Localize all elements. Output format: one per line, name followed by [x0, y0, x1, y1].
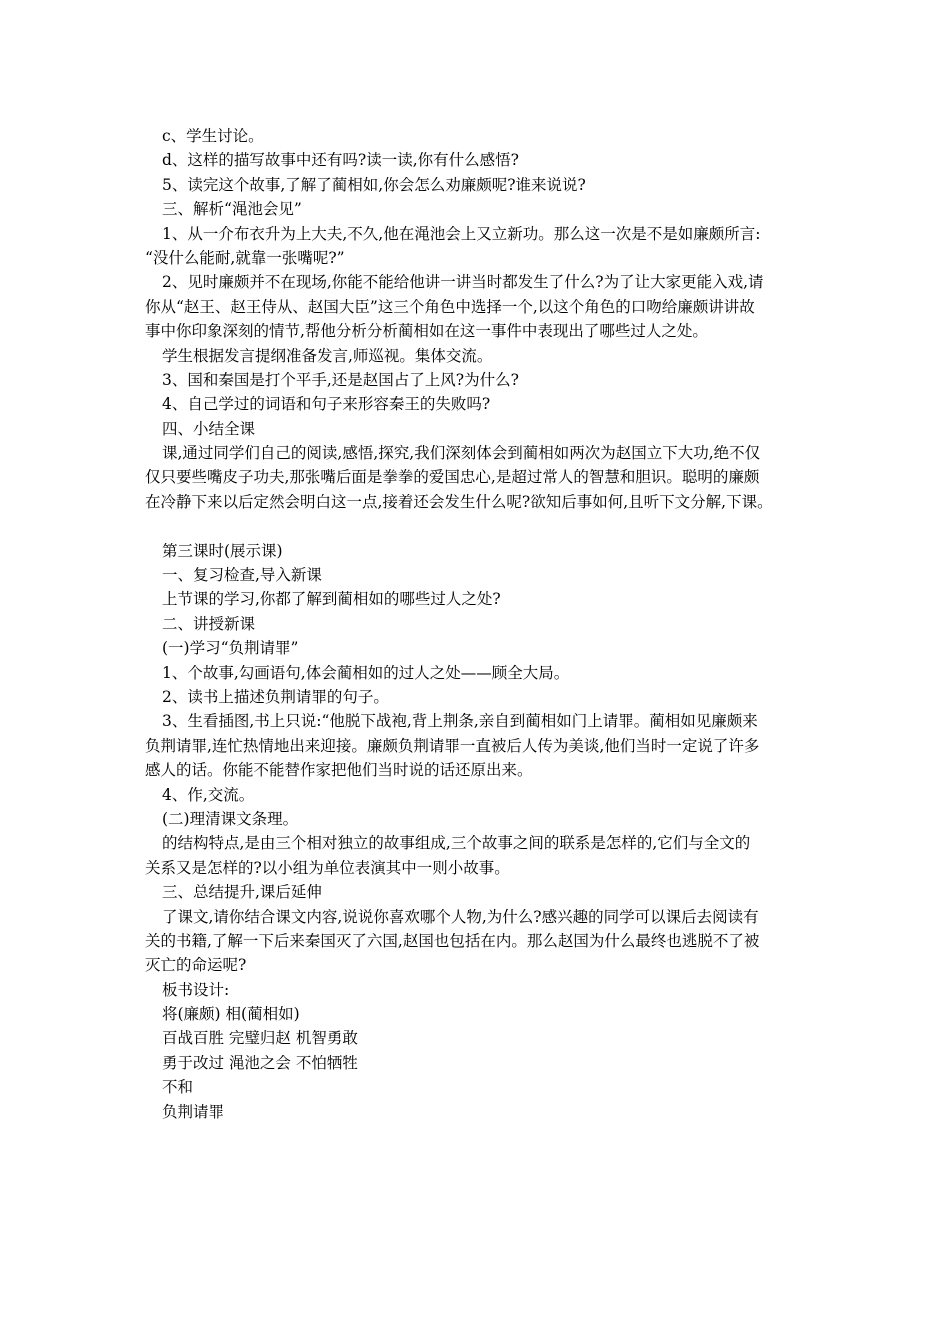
text-line: 关系又是怎样的?以小组为单位表演其中一则小故事。 [145, 858, 510, 877]
text-line: 5、读完这个故事,了解了蔺相如,你会怎么劝廉颇呢?谁来说说? [162, 175, 586, 194]
board-design-line: 勇于改过 渑池之会 不怕牺牲 [162, 1053, 358, 1072]
board-design-line: 将(廉颇) 相(蔺相如) [162, 1005, 300, 1024]
text-line: 学生根据发言提纲准备发言,师巡视。集体交流。 [162, 346, 493, 365]
text-line: 你从“赵王、赵王侍从、赵国大臣”这三个角色中选择一个,以这个角色的口吻给廉颇讲讲故 [145, 297, 755, 316]
text-line: 2、见时廉颇并不在现场,你能不能给他讲一讲当时都发生了什么?为了让大家更能入戏,请 [162, 273, 764, 292]
section-heading: 三、总结提升,课后延伸 [162, 883, 322, 902]
section-heading: 二、讲授新课 [162, 614, 256, 633]
subsection-heading: (一)学习“负荆请罪” [162, 639, 299, 658]
text-line: 的结构特点,是由三个相对独立的故事组成,三个故事之间的联系是怎样的,它们与全文的 [162, 834, 751, 853]
text-line: “没什么能耐,就靠一张嘴呢?” [145, 248, 345, 267]
board-design-line: 不和 [162, 1078, 194, 1097]
text-line: 2、读书上描述负荆请罪的句子。 [162, 687, 389, 706]
subsection-heading: (二)理清课文条理。 [162, 809, 299, 828]
text-line: 仅只要些嘴皮子功夫,那张嘴后面是拳拳的爱国忠心,是超过常人的智慧和胆识。聪明的廉颇 [145, 468, 760, 487]
text-line: 灭亡的命运呢? [145, 956, 247, 975]
text-line: 4、作,交流。 [162, 785, 255, 804]
text-line: 3、生看插图,书上只说:“他脱下战袍,背上荆条,亲自到蔺相如门上请罪。蔺相如见廉颇来 [162, 712, 758, 731]
text-line: c、学生讨论。 [162, 127, 264, 145]
section-heading: 三、解析“渑池会见” [162, 200, 302, 219]
board-design-line: 百战百胜 完璧归赵 机智勇敢 [162, 1029, 358, 1048]
section-heading: 四、小结全课 [162, 419, 256, 438]
text-line: 1、个故事,勾画语句,体会蔺相如的过人之处——顾全大局。 [162, 663, 570, 682]
text-line: 课,通过同学们自己的阅读,感悟,探究,我们深刻体会到蔺相如两次为赵国立下大功,绝不仅 [162, 444, 761, 463]
text-line: 上节课的学习,你都了解到蔺相如的哪些过人之处? [162, 590, 501, 609]
text-line: d、这样的描写故事中还有吗?读一读,你有什么感悟? [162, 151, 519, 170]
text-line: 负荆请罪,连忙热情地出来迎接。廉颇负荆请罪一直被后人传为美谈,他们当时一定说了许多 [145, 736, 760, 755]
section-heading: 一、复习检查,导入新课 [162, 566, 322, 585]
text-line: 了课文,请你结合课文内容,说说你喜欢哪个人物,为什么?感兴趣的同学可以课后去阅读有 [162, 907, 759, 926]
board-design-line: 负荆请罪 [162, 1102, 225, 1121]
text-line: 3、国和秦国是打个平手,还是赵国占了上风?为什么? [162, 370, 519, 389]
section-heading: 第三课时(展示课) [162, 541, 283, 560]
text-line: 感人的话。你能不能替作家把他们当时说的话还原出来。 [145, 761, 533, 780]
text-line: 事中你印象深刻的情节,帮他分析分析蔺相如在这一事件中表现出了哪些过人之处。 [145, 322, 708, 341]
board-design-heading: 板书设计: [162, 980, 230, 999]
text-line: 关的书籍,了解一下后来秦国灭了六国,赵国也包括在内。那么赵国为什么最终也逃脱不了被 [145, 931, 760, 950]
text-line: 在冷静下来以后定然会明白这一点,接着还会发生什么呢?欲知后事如何,且听下文分解,下课。 [145, 492, 773, 511]
text-line: 1、从一介布衣升为上大夫,不久,他在渑池会上又立新功。那么这一次是不是如廉颇所言: [162, 224, 761, 243]
document-body [145, 124, 810, 1124]
blank-line [145, 514, 810, 538]
text-line: 4、自己学过的词语和句子来形容秦王的失败吗? [162, 395, 491, 414]
